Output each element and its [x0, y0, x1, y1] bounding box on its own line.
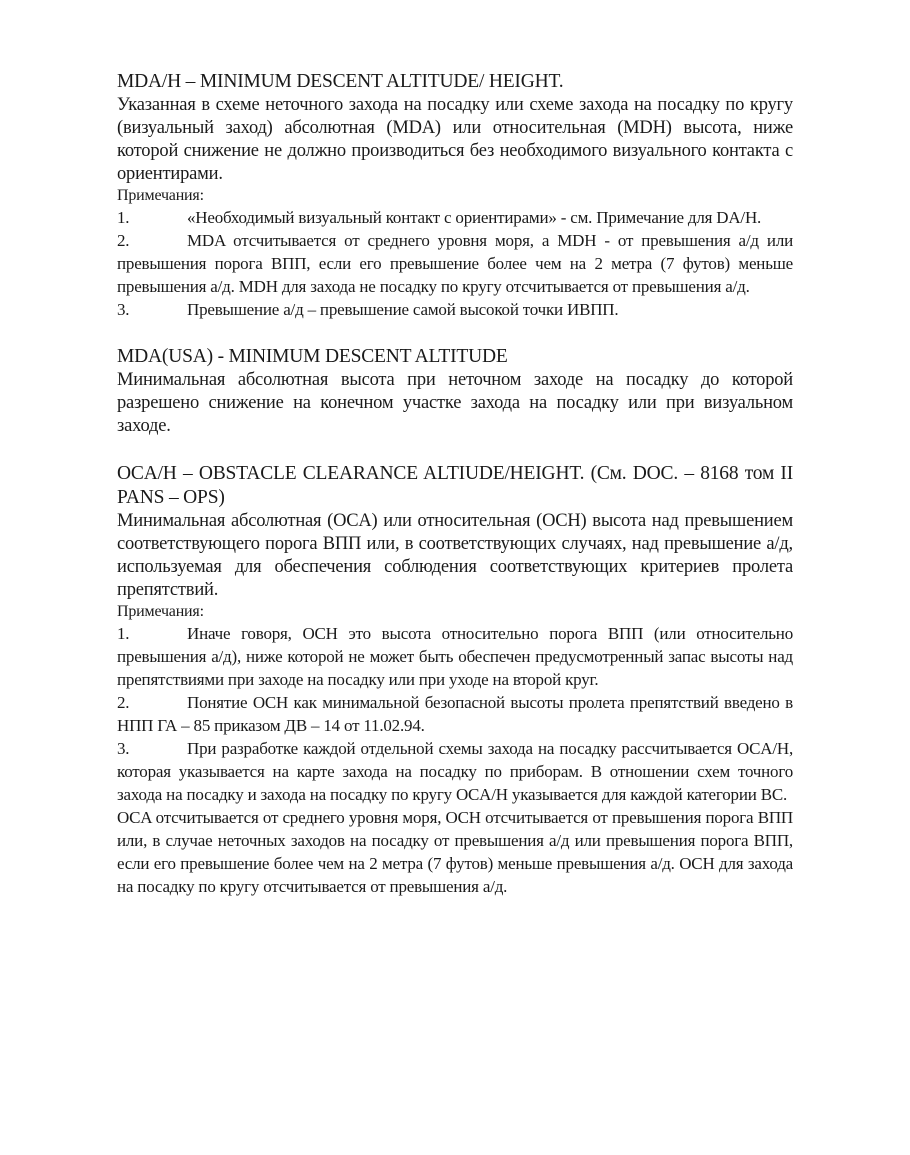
note-text: Превышение а/д – превышение самой высокой точки ИВПП.	[187, 300, 619, 319]
note-number: 2.	[117, 693, 130, 712]
note-text: При разработке каждой отдельной схемы захода на посадку рассчитывается OCA/H, которая указывается на карте захода на посадку по приборам. В отношении схем точного захода на посадку и захода на посадку по кругу OCA/H указывается для каждой категории ВС.	[117, 739, 793, 804]
notes-label: Примечания:	[117, 603, 204, 620]
note-item	[117, 691, 793, 737]
section-heading: MDA/H – MINIMUM DESCENT ALTITUDE/ HEIGHT.	[117, 71, 564, 92]
section-mda-usa	[117, 345, 793, 438]
trailing-paragraph: OCA отсчитывается от среднего уровня моря, OCH отсчитывается от превышения порога ВПП или, в случае неточных заходов на посадку от превышения а/д или превышения порога ВПП, если его превышение более чем на 2 метра (7 футов) меньше превышения а/д. OCH для захода на посадку по кругу отсчитывается от превышения а/д.	[117, 808, 793, 896]
note-number: 1.	[117, 208, 130, 227]
note-item	[117, 622, 793, 691]
note-number: 3.	[117, 300, 130, 319]
note-item	[117, 737, 793, 806]
document-page	[117, 70, 793, 898]
note-item	[117, 206, 793, 229]
note-number: 2.	[117, 231, 130, 250]
note-text: Понятие OCH как минимальной безопасной высоты пролета препятствий введено в НПП ГА – 85 приказом ДВ – 14 от 11.02.94.	[117, 693, 793, 735]
section-body: Минимальная абсолютная высота при неточном заходе на посадку до которой разрешено снижение на конечном участке захода на посадку или при визуальном заходе.	[117, 370, 793, 436]
section-spacer	[117, 321, 793, 345]
section-spacer	[117, 438, 793, 462]
note-item	[117, 298, 793, 321]
section-body: Минимальная абсолютная (OCA) или относительная (OCH) высота над превышением соответствующего порога ВПП или, в соответствующих случаях, над превышение а/д, используемая для обеспечения соблюдения соответствующих критериев пролета препятствий.	[117, 511, 793, 600]
note-text: «Необходимый визуальный контакт с ориентирами» - см. Примечание для DA/H.	[187, 208, 762, 227]
section-mda-h	[117, 70, 793, 321]
section-oca-h	[117, 462, 793, 898]
section-heading: MDA(USA) - MINIMUM DESCENT ALTITUDE	[117, 346, 508, 367]
note-number: 3.	[117, 739, 130, 758]
note-text: Иначе говоря, OCH это высота относительно порога ВПП (или относительно превышения а/д), ниже которой не может быть обеспечен предусмотренный запас высоты над препятствиями при заходе на посадку или при уходе на второй круг.	[117, 624, 793, 689]
note-item	[117, 229, 793, 298]
section-body: Указанная в схеме неточного захода на посадку или схеме захода на посадку по кругу (визуальный заход) абсолютная (MDA) или относительная (MDH) высота, ниже которой снижение не должно производиться без необходимого визуального контакта с ориентирами.	[117, 95, 793, 184]
note-text: MDA отсчитывается от среднего уровня моря, а MDH - от превышения а/д или превышения порога ВПП, если его превышение более чем на 2 метра (7 футов) меньше превышения а/д. MDH для захода не посадку по кругу отсчитывается от превышения а/д.	[117, 231, 793, 296]
section-heading: OCA/H – OBSTACLE CLEARANCE ALTIUDE/HEIGHT. (См. DOC. – 8168 том II PANS – OPS)	[117, 463, 793, 508]
note-number: 1.	[117, 624, 130, 643]
notes-label: Примечания:	[117, 187, 204, 204]
